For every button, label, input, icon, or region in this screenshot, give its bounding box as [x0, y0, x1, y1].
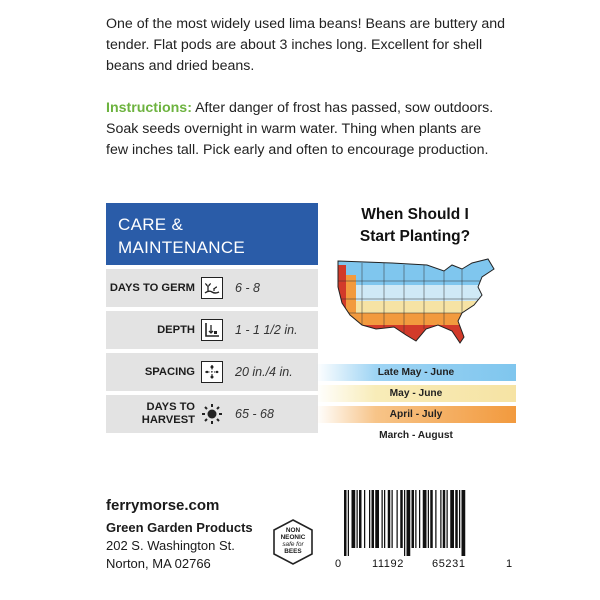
city-address: Norton, MA 02766: [106, 556, 211, 571]
barcode-bar: [404, 490, 405, 556]
barcode-bar: [430, 490, 433, 548]
instructions-label: Instructions:: [106, 100, 192, 116]
barcode-bar: [375, 490, 379, 548]
badge-line1: NON: [285, 527, 301, 534]
barcode-bar: [428, 490, 429, 548]
barcode-bar: [412, 490, 415, 548]
barcode-bar: [435, 490, 436, 548]
care-row-depth: [106, 311, 318, 349]
barcode-bar: [415, 490, 416, 548]
care-label: SPACING: [144, 365, 195, 378]
barcode-bar: [459, 490, 460, 548]
care-value: 1 - 1 1/2 in.: [235, 323, 298, 337]
barcode-bar: [397, 490, 398, 548]
company-name: Green Garden Products: [106, 520, 253, 535]
care-title-line1: CARE &: [118, 215, 184, 234]
care-header: [106, 203, 318, 265]
barcode-bar: [372, 490, 375, 548]
care-value: 20 in./4 in.: [235, 365, 293, 379]
barcode-bar: [407, 490, 411, 556]
barcode-bar: [384, 490, 385, 548]
planting-title-line1: When Should I: [361, 206, 469, 223]
instructions-text: After danger of frost has passed, sow outdoors. Soak seeds overnight in warm water. Thing when plants are few inches tall. Pick early and often to encourage production.: [106, 100, 494, 158]
badge-line2: NEONIC: [280, 534, 306, 541]
planting-title: [330, 204, 500, 248]
zone-band-late-may-june: Late May - June: [316, 364, 516, 381]
care-label: [106, 401, 201, 427]
care-value: 65 - 68: [235, 407, 274, 421]
planting-title-line2: Start Planting?: [359, 228, 471, 245]
care-row-days-to-germ: [106, 269, 318, 307]
depth-icon: [201, 319, 223, 341]
us-planting-zone-map: [332, 255, 500, 355]
barcode-bar: [382, 490, 383, 548]
care-title-line2: MAINTENANCE: [118, 238, 246, 257]
care-label-line1: DAYS TO: [146, 401, 195, 413]
barcode-bar: [462, 490, 466, 556]
planting-instructions: [106, 98, 506, 161]
care-row-days-to-harvest: [106, 395, 318, 433]
care-value: 6 - 8: [235, 281, 261, 295]
spacing-icon: [201, 361, 223, 383]
barcode-bar: [357, 490, 358, 548]
website-link[interactable]: ferrymorse.com: [106, 497, 220, 514]
barcode-digit-first: 0: [335, 558, 342, 570]
care-row-spacing: [106, 353, 318, 391]
non-neonic-badge: [271, 518, 315, 566]
upc-barcode: [330, 490, 513, 576]
barcode-bar: [392, 490, 393, 548]
product-description: One of the most widely used lima beans! Beans are buttery and tender. Flat pods are about 3 inches long. Excellent for shell beans and dried beans.: [106, 16, 506, 74]
barcode-bar: [400, 490, 403, 548]
badge-line4: BEES: [284, 548, 302, 555]
barcode-bar: [443, 490, 446, 548]
barcode-bar: [344, 490, 347, 556]
sun-icon: [201, 403, 223, 425]
barcode-bar: [364, 490, 365, 548]
badge-line3: safe for: [282, 541, 304, 548]
zone-band-april-july: April - July: [316, 406, 516, 423]
care-label: DAYS TO GERM: [109, 281, 195, 294]
barcode-digits-right: 65231: [432, 558, 466, 570]
street-address: 202 S. Washington St.: [106, 538, 235, 553]
barcode-bar: [450, 490, 454, 548]
barcode-bar: [423, 490, 427, 548]
barcode-bar: [455, 490, 458, 548]
care-label-line2: HARVEST: [141, 414, 195, 426]
barcode-bar: [447, 490, 448, 548]
barcode-bar: [419, 490, 420, 548]
barcode-bar: [388, 490, 391, 548]
barcode-digits-left: 11192: [372, 558, 404, 570]
sprout-icon: [201, 277, 223, 299]
barcode-bar: [352, 490, 356, 548]
barcode-bar: [369, 490, 370, 548]
badge-text: [271, 527, 315, 555]
barcode-bar: [348, 490, 349, 556]
zone-band-march-august: March - August: [379, 430, 453, 441]
barcode-bars: [340, 490, 510, 556]
barcode-digit-last: 1: [506, 558, 513, 570]
barcode-bar: [359, 490, 362, 548]
care-maintenance-table: [106, 203, 318, 433]
care-label: DEPTH: [157, 323, 195, 336]
zone-band-may-june: May - June: [316, 385, 516, 402]
barcode-bar: [440, 490, 441, 548]
